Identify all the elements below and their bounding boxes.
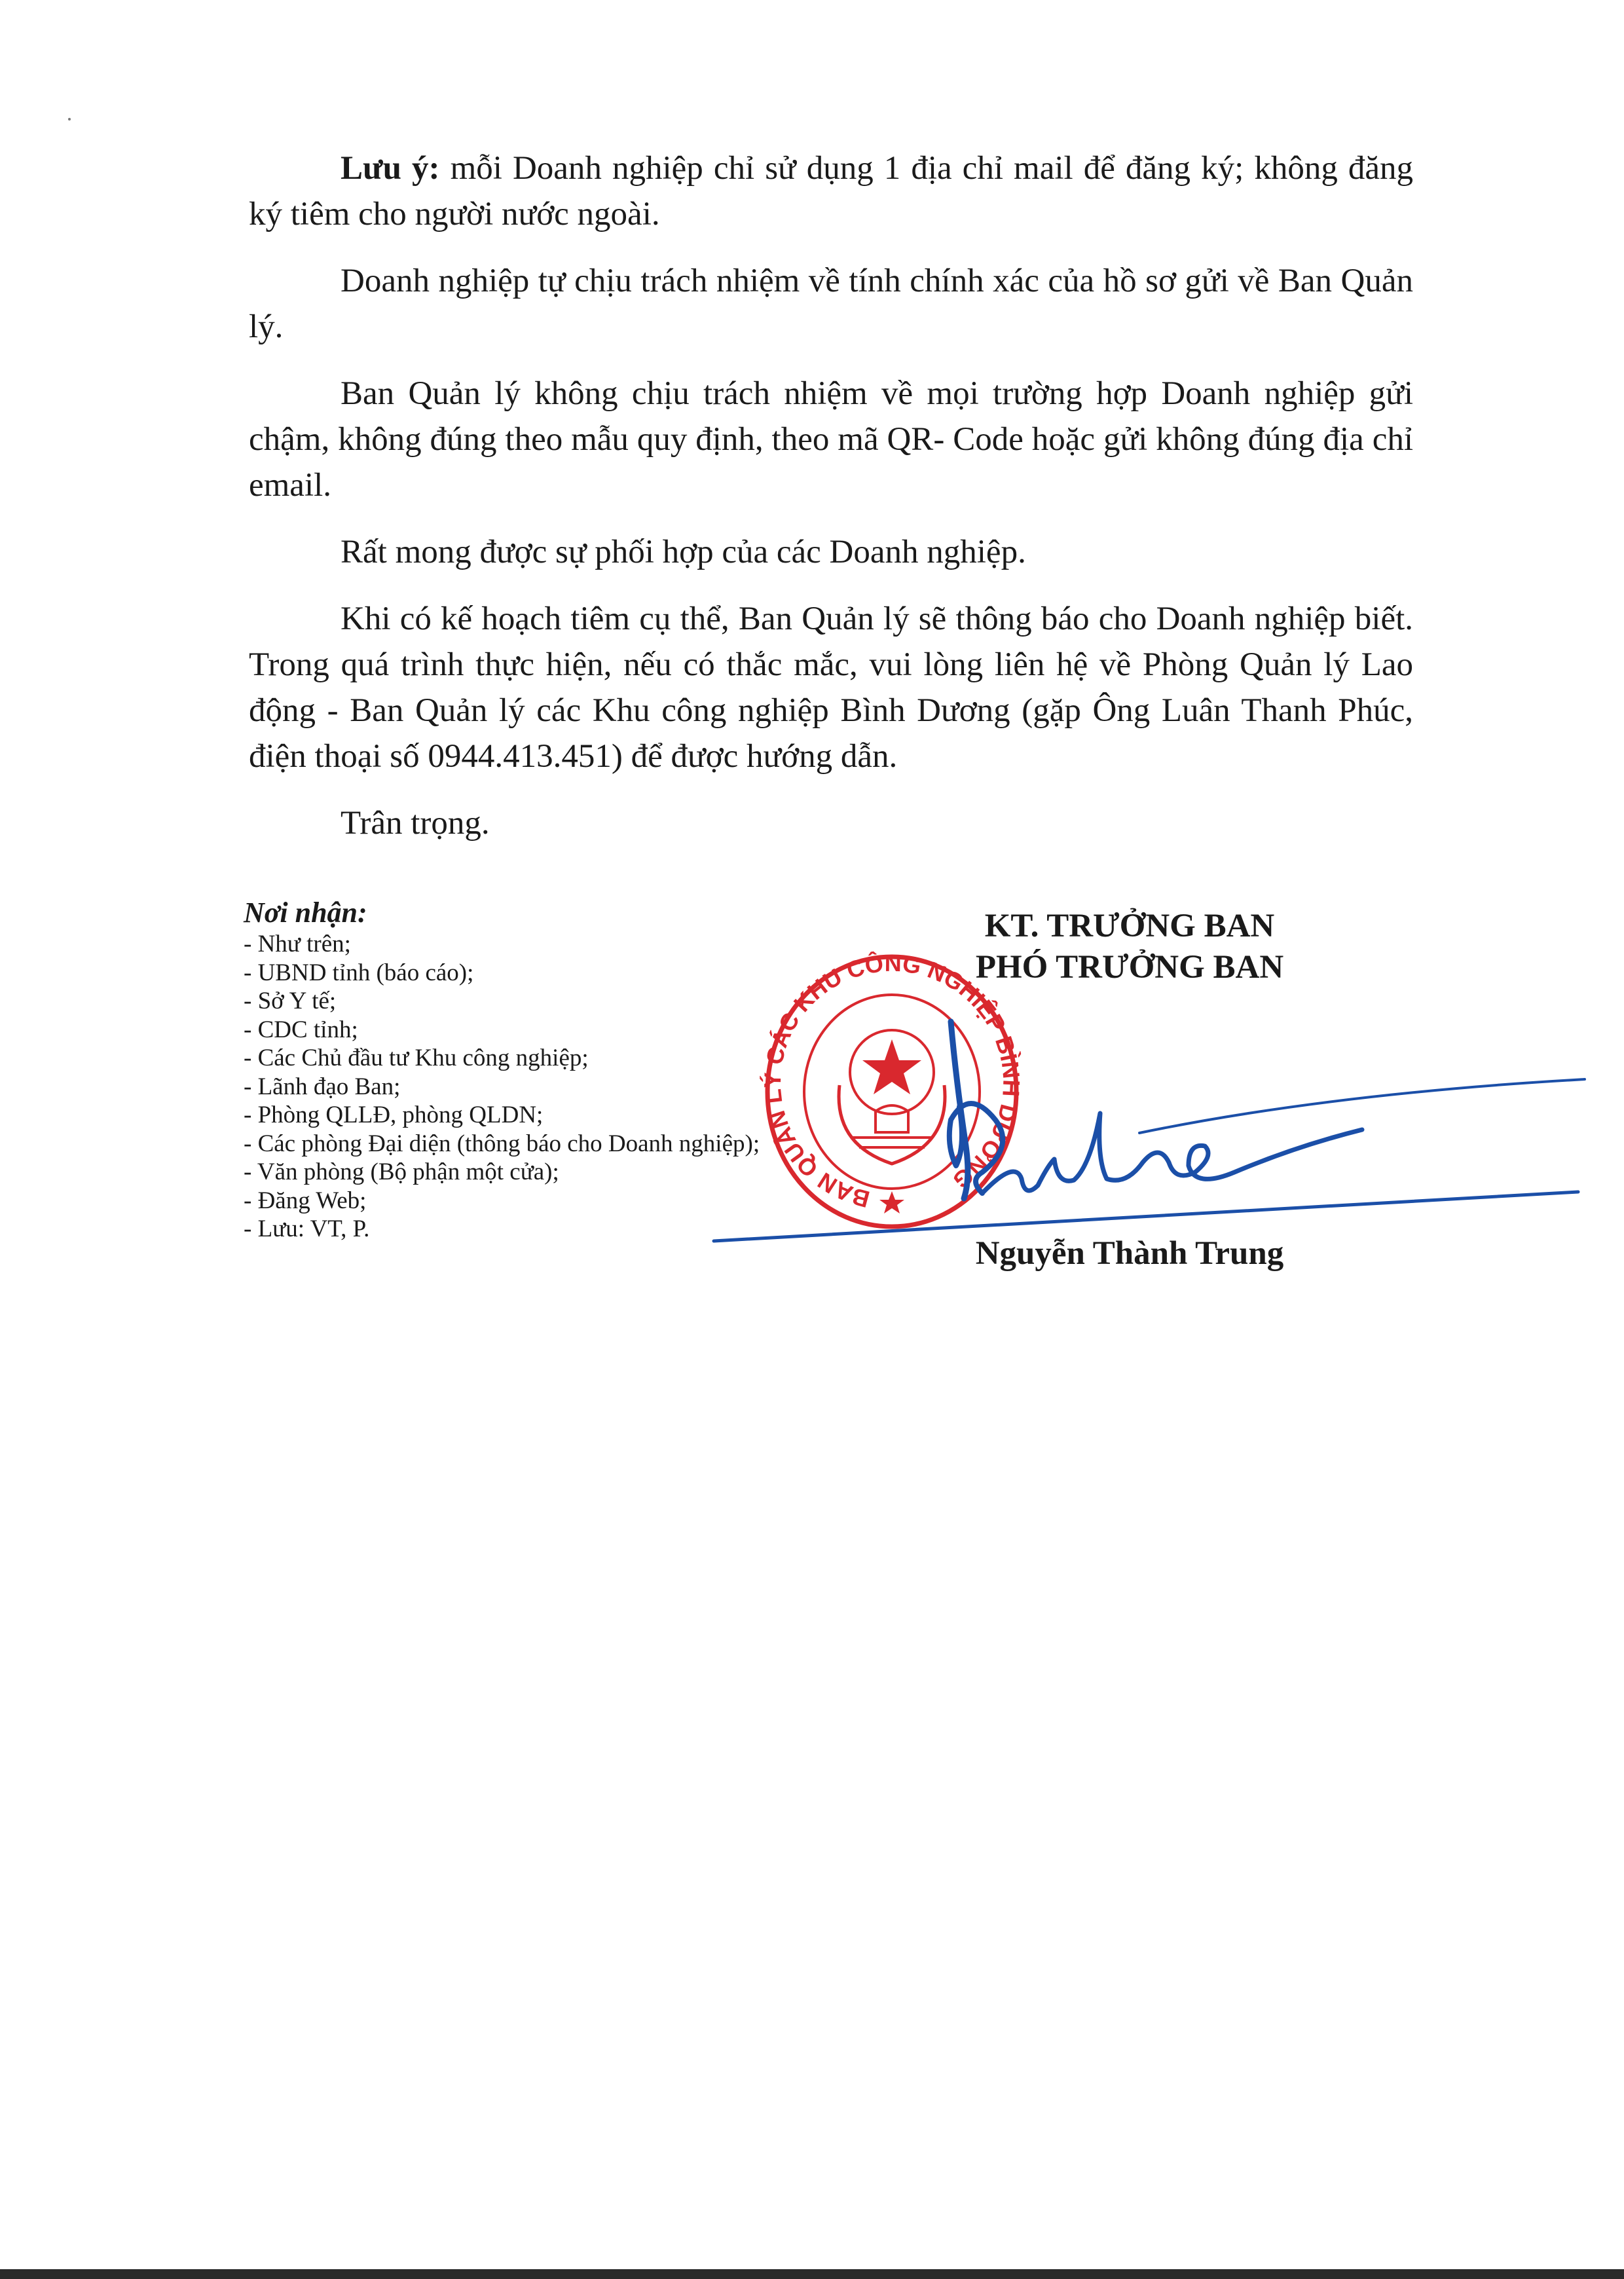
recipient-item: - Các phòng Đại diện (thông báo cho Doanh nghiệp); xyxy=(244,1130,760,1157)
note-text: mỗi Doanh nghiệp chỉ sử dụng 1 địa chỉ mail để đăng ký; không đăng ký tiêm cho người nước ngoài. xyxy=(249,150,1414,232)
recipient-item: - CDC tỉnh; xyxy=(244,1016,358,1043)
recipient-item: - Các Chủ đầu tư Khu công nghiệp; xyxy=(244,1045,589,1071)
recipients-block xyxy=(244,896,767,1244)
handwritten-signature-icon xyxy=(707,1009,1598,1257)
note-label: Lưu ý: xyxy=(341,150,440,187)
recipient-item: - UBND tỉnh (báo cáo); xyxy=(244,959,474,986)
recipients-title: Nơi nhận: xyxy=(244,897,367,929)
signature-title-line1: KT. TRƯỞNG BAN xyxy=(984,908,1275,944)
recipient-item: - Sở Y tế; xyxy=(244,988,337,1014)
paragraph-note xyxy=(249,145,1413,237)
recipient-item: - Như trên; xyxy=(244,931,351,957)
scan-speck xyxy=(68,118,71,120)
paragraph-responsibility: Doanh nghiệp tự chịu trách nhiệm về tính chính xác của hồ sơ gửi về Ban Quản lý. xyxy=(249,263,1413,345)
recipient-item: - Văn phòng (Bộ phận một cửa); xyxy=(244,1158,559,1185)
scan-bottom-edge xyxy=(0,2269,1624,2279)
paragraph-closing: Trân trọng. xyxy=(341,805,490,842)
signer-name: Nguyễn Thành Trung xyxy=(975,1235,1284,1272)
signature-title-line2: PHÓ TRƯỞNG BAN xyxy=(975,949,1284,986)
paragraph-disclaimer: Ban Quản lý không chịu trách nhiệm về mọi trường hợp Doanh nghiệp gửi chậm, không đúng theo mẫu quy định, theo mã QR- Code hoặc gửi không đúng địa chỉ email. xyxy=(249,375,1413,504)
svg-text:BAN QUẢN LÝ CÁC KHU CÔNG NGHIỆ: BAN QUẢN LÝ CÁC KHU CÔNG NGHIỆP BÌNH DƯƠNG xyxy=(758,949,1025,1214)
recipient-item: - Đăng Web; xyxy=(244,1187,367,1214)
recipient-item: - Lưu: VT, P. xyxy=(244,1215,370,1242)
paragraph-cooperation: Rất mong được sự phối hợp của các Doanh nghiệp. xyxy=(341,534,1026,570)
paragraph-contact: Khi có kế hoạch tiêm cụ thể, Ban Quản lý sẽ thông báo cho Doanh nghiệp biết. Trong quá trình thực hiện, nếu có thắc mắc, vui lòng liên hệ về Phòng Quản lý Lao động - Ban Quản lý các Khu công nghiệp Bình Dương (gặp Ông Luân Thanh Phúc, điện thoại số 0944.413.451) để được hướng dẫn. xyxy=(249,601,1413,775)
recipient-item: - Lãnh đạo Ban; xyxy=(244,1073,401,1100)
letter-body xyxy=(249,145,1413,867)
recipient-item: - Phòng QLLĐ, phòng QLDN; xyxy=(244,1102,544,1128)
